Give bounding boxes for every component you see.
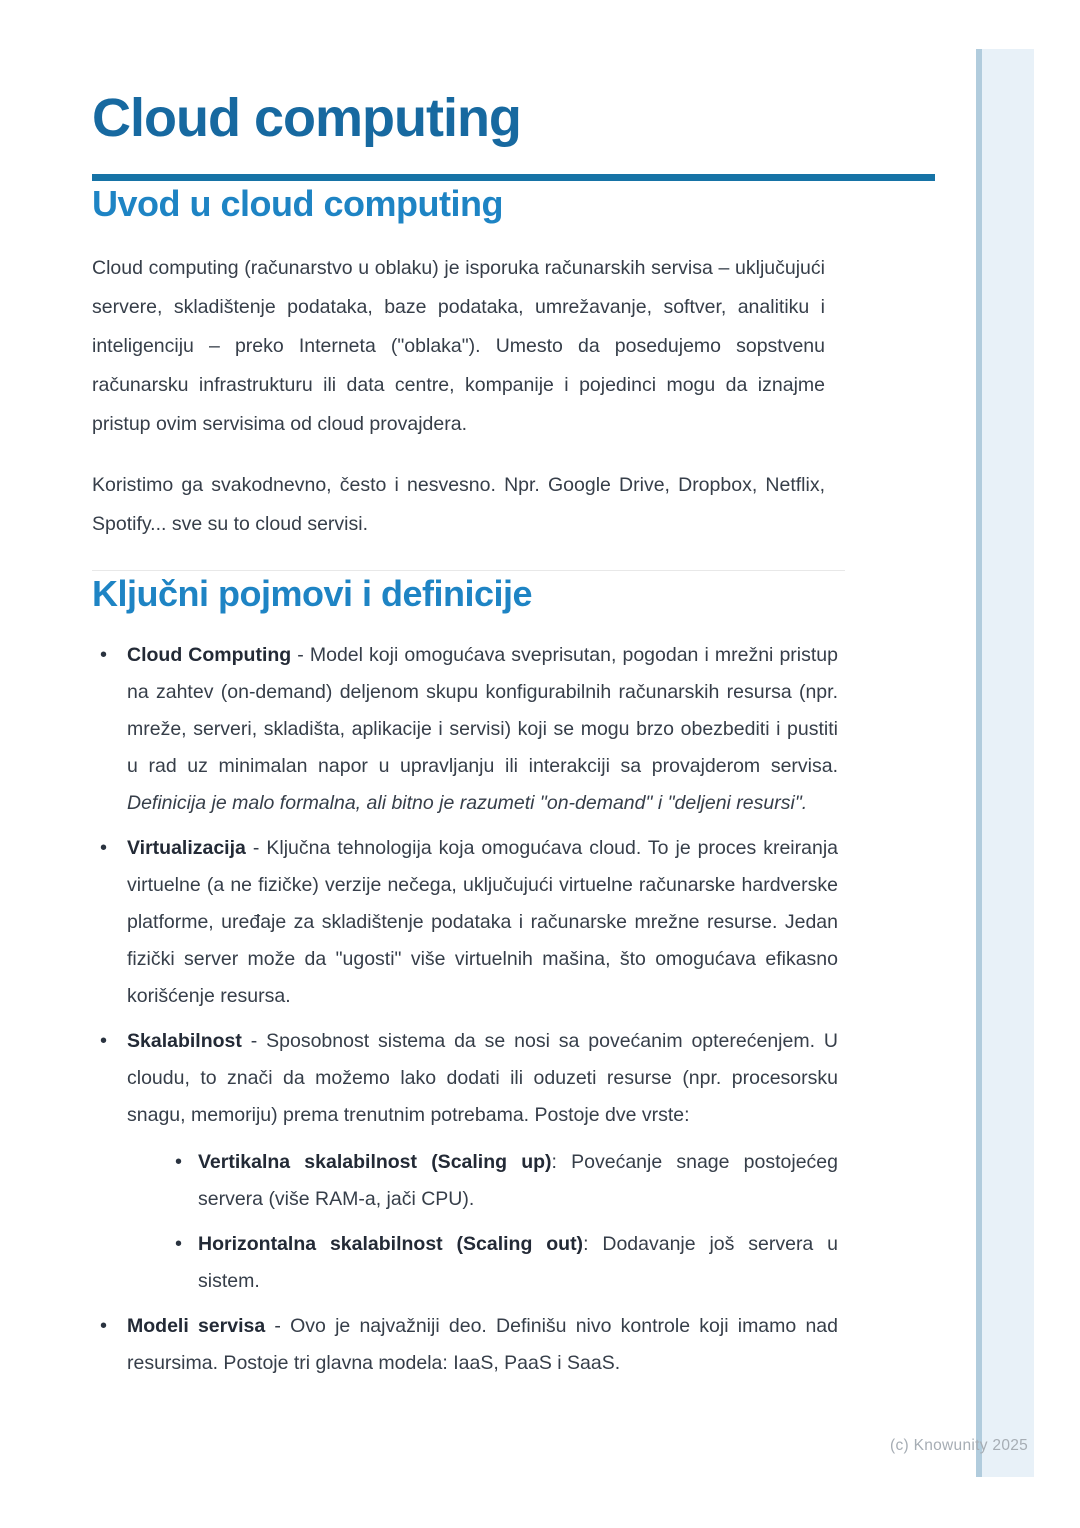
term-separator: : xyxy=(551,1151,572,1173)
page-title: Cloud computing xyxy=(92,88,521,148)
footer-credit: (c) Knowunity 2025 xyxy=(890,1437,1029,1454)
list-item-skalabilnost xyxy=(92,1023,838,1300)
item-text: Povećanje snage postojećeg servera (više RAM-a, jači CPU). xyxy=(198,1151,838,1210)
item-note-italic: Definicija je malo formalna, ali bitno je razumeti "on-demand" i "deljeni resursi". xyxy=(127,792,808,814)
item-text: Ključna tehnologija koja omogućava cloud. To je proces kreiranja virtuelne (a ne fizičke) verzije nečega, uključujući virtuelne računarske hardverske platforme, uređaje za skladištenje podataka i računarske mrežne resurse. Jedan fizički server može da "ugosti" više virtuelnih mašina, što omogućava efikasno korišćenje resursa. xyxy=(127,837,838,1007)
scrollbar-track xyxy=(976,49,1034,1477)
section-heading-pojmovi: Ključni pojmovi i definicije xyxy=(92,573,533,614)
definitions-list xyxy=(92,637,838,1382)
term-label: Virtualizacija xyxy=(127,837,246,859)
section-heading-uvod: Uvod u cloud computing xyxy=(92,183,503,224)
list-item-cloud-computing xyxy=(92,637,838,822)
term-separator: : xyxy=(583,1233,603,1255)
term-label: Vertikalna skalabilnost (Scaling up) xyxy=(198,1151,552,1173)
item-text: Sposobnost sistema da se nosi sa povećanim opterećenjem. U cloudu, to znači da možemo lako dodati ili oduzeti resurse (npr. procesorsku snagu, memoriju) prema trenutnim potrebama. Postoje dve vrste: xyxy=(127,1030,838,1126)
document-content xyxy=(92,84,952,1382)
term-label: Skalabilnost xyxy=(127,1030,242,1052)
item-text: Ovo je najvažniji deo. Definišu nivo kontrole koji imamo nad resursima. Postoje tri glavna modela: IaaS, PaaS i SaaS. xyxy=(127,1315,838,1374)
list-item-modeli-servisa xyxy=(92,1308,838,1382)
title-rule xyxy=(92,174,935,181)
item-text: Model koji omogućava sveprisutan, pogodan i mrežni pristup na zahtev (on-demand) deljenom skupu konfigurabilnih računarskih resursa (npr. mreže, serveri, skladišta, aplikacije i servisi) koji se mogu brzo obezbediti i pustiti u rad uz minimalan napor u upravljanju ili interakciji sa provajderom servisa. xyxy=(127,644,838,777)
term-separator: - xyxy=(265,1315,291,1337)
term-separator: - xyxy=(241,1030,267,1052)
term-separator: - xyxy=(291,644,310,666)
list-item-virtualizacija xyxy=(92,830,838,1015)
scalability-sub-list xyxy=(163,1144,838,1300)
list-item-vertikalna-skalabilnost xyxy=(163,1144,838,1218)
item-text: Dodavanje još servera u sistem. xyxy=(198,1233,838,1292)
term-label: Horizontalna skalabilnost (Scaling out) xyxy=(198,1233,584,1255)
paragraph-intro-1: Cloud computing (računarstvo u oblaku) je isporuka računarskih servisa – uključujući servere, skladištenje podataka, baze podataka, umrežavanje, softver, analitiku i inteligenciju – preko Interneta ("oblaka"). Umesto da posedujemo sopstvenu računarsku infrastrukturu ili data centre, kompanije i pojedinci mogu da iznajme pristup ovim servisima od cloud provajdera. xyxy=(92,257,825,435)
paragraph-intro-2: Koristimo ga svakodnevno, često i nesvesno. Npr. Google Drive, Dropbox, Netflix, Spotify... sve su to cloud servisi. xyxy=(92,474,825,535)
list-item-horizontalna-skalabilnost xyxy=(163,1226,838,1300)
term-label: Modeli servisa xyxy=(127,1315,266,1337)
term-separator: - xyxy=(245,837,267,859)
term-label: Cloud Computing xyxy=(127,644,292,666)
